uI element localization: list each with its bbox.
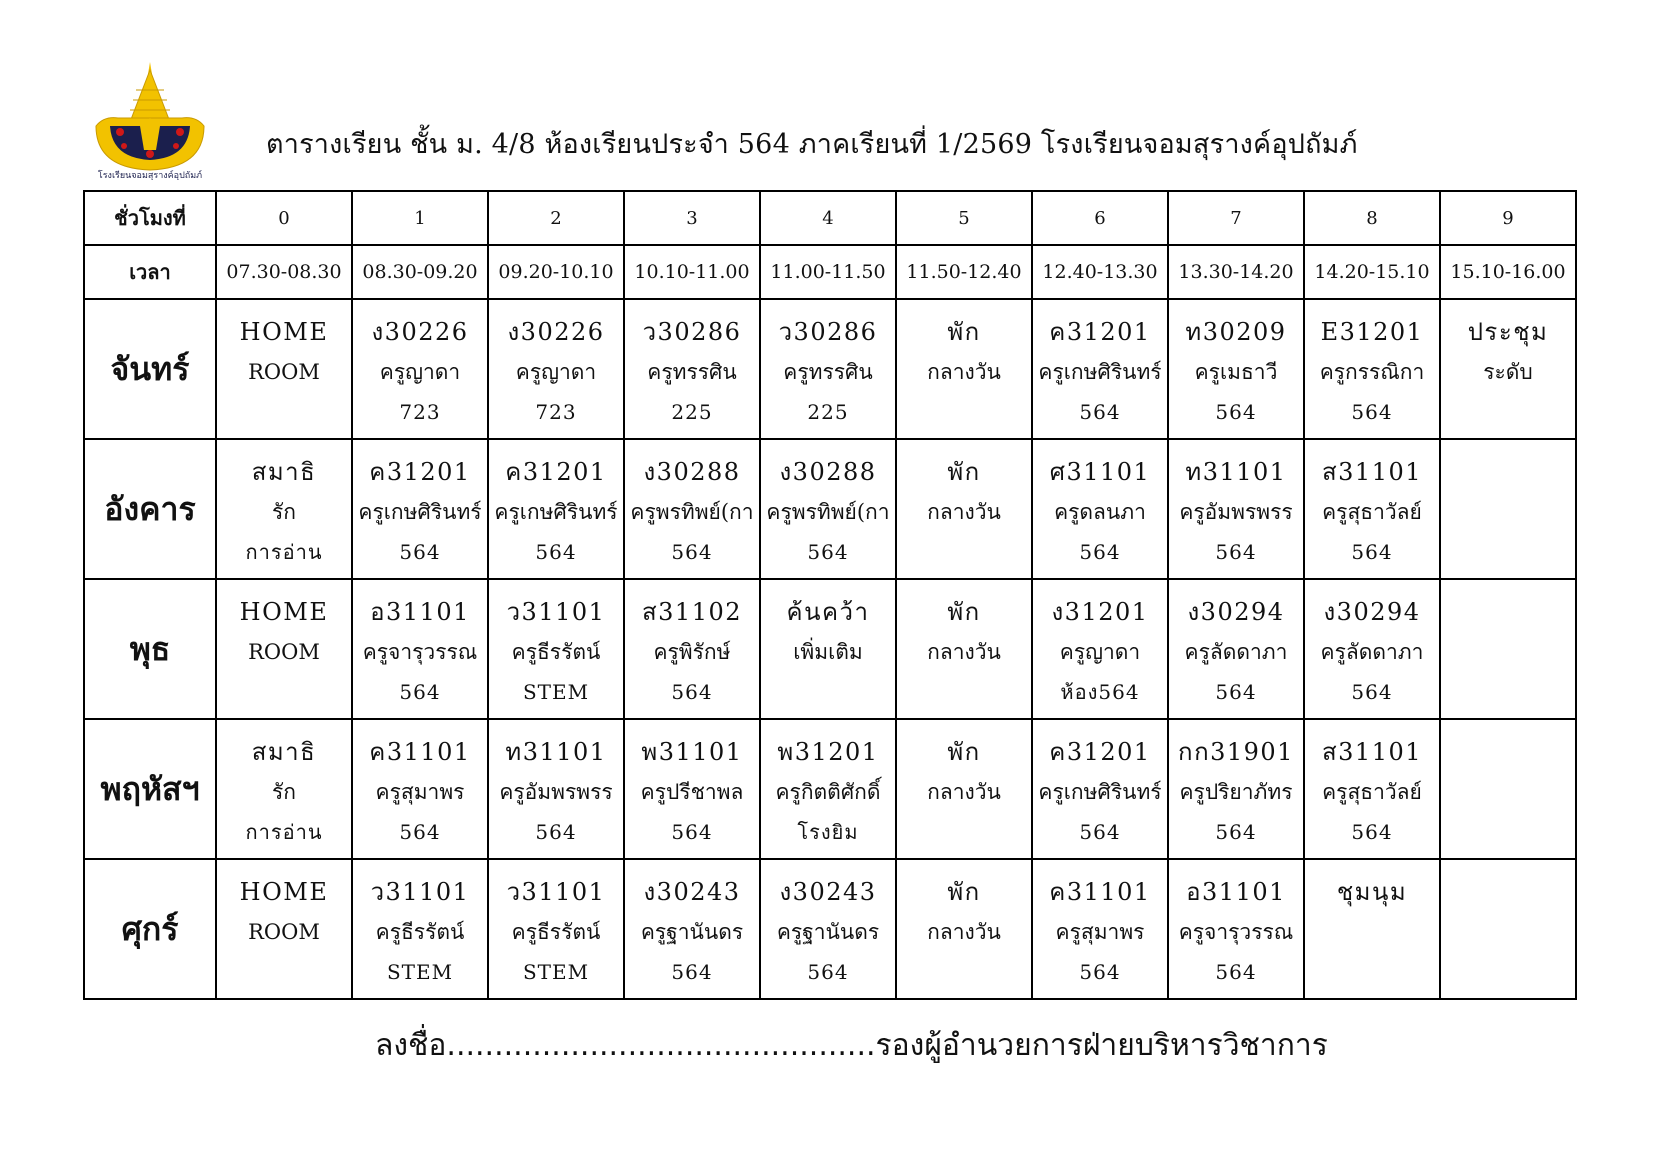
page-title: ตารางเรียน ชั้น ม. 4/8 ห้องเรียนประจำ 564 ภาคเรียนที่ 1/2569 โรงเรียนจอมสุรางค์อุปถัมภ์ (266, 129, 1358, 160)
schedule-cell (1304, 719, 1440, 859)
teacher-name: ครูธีรรัตน์ (511, 920, 601, 944)
schedule-cell (624, 299, 760, 439)
room: 564 (807, 540, 849, 564)
schedule-cell (896, 299, 1032, 439)
room: 225 (671, 400, 713, 424)
school-crest-logo (86, 60, 214, 180)
subject-code: กก31901 (1178, 738, 1294, 766)
subject-code: ค้นคว้า (786, 598, 870, 626)
schedule-cell (1440, 719, 1576, 859)
room: 564 (1351, 400, 1393, 424)
teacher-name: รัก (272, 780, 296, 804)
room: STEM (386, 960, 454, 984)
teacher-name: ครูเกษศิรินทร์ (358, 500, 482, 524)
schedule-cell (1032, 719, 1168, 859)
room: 564 (535, 820, 577, 844)
time-row (84, 245, 1576, 299)
teacher-name: กลางวัน (927, 640, 1001, 664)
room: 564 (1079, 540, 1121, 564)
day-row (84, 719, 1576, 859)
room: 564 (1351, 680, 1393, 704)
time-range: 11.00-11.50 (760, 245, 896, 299)
teacher-name: ROOM (248, 360, 320, 384)
teacher-name: ครูดลนภา (1054, 500, 1146, 524)
subject-code: ท30209 (1185, 318, 1287, 346)
subject-code: ศ31101 (1049, 458, 1151, 486)
subject-code: ว31101 (506, 598, 606, 626)
day-name: พฤหัสฯ (84, 719, 216, 859)
teacher-name: กลางวัน (927, 920, 1001, 944)
teacher-name: ครูอัมพรพรร (1179, 500, 1293, 524)
time-range: 15.10-16.00 (1440, 245, 1576, 299)
schedule-cell (896, 859, 1032, 999)
subject-code: พ31201 (777, 738, 879, 766)
teacher-name: ครูสุมาพร (1055, 920, 1145, 944)
schedule-cell (624, 439, 760, 579)
subject-code: พ31101 (641, 738, 743, 766)
teacher-name: ROOM (248, 920, 320, 944)
schedule-cell (1304, 439, 1440, 579)
schedule-cell (488, 719, 624, 859)
room: 564 (1215, 540, 1257, 564)
teacher-name: กลางวัน (927, 360, 1001, 384)
schedule-cell (1304, 859, 1440, 999)
time-range: 08.30-09.20 (352, 245, 488, 299)
time-range: 14.20-15.10 (1304, 245, 1440, 299)
teacher-name: ครูพรทิพย์(กา (766, 500, 890, 524)
schedule-cell (1304, 579, 1440, 719)
schedule-cell (352, 299, 488, 439)
subject-code: ส31101 (1322, 738, 1422, 766)
day-name: จันทร์ (84, 299, 216, 439)
teacher-name: ครูลัดดาภา (1320, 640, 1424, 664)
room: 723 (535, 400, 577, 424)
teacher-name: ครูสุธาวัลย์ (1322, 500, 1422, 524)
room: 564 (1079, 400, 1121, 424)
teacher-name: ครูพิรักษ์ (653, 640, 731, 664)
subject-code: พัก (947, 458, 981, 486)
subject-code: ง30226 (507, 318, 605, 346)
subject-code: อ31101 (1186, 878, 1286, 906)
teacher-name: ครูอัมพรพรร (499, 780, 613, 804)
teacher-name: ครูปริยาภัทร (1179, 780, 1293, 804)
period-number: 8 (1304, 191, 1440, 245)
subject-code: ประชุม (1467, 318, 1549, 346)
subject-code: อ31101 (370, 598, 470, 626)
period-number: 3 (624, 191, 760, 245)
schedule-cell (896, 439, 1032, 579)
subject-code: ท31101 (1185, 458, 1287, 486)
room: 564 (399, 680, 441, 704)
period-number: 5 (896, 191, 1032, 245)
teacher-name: ครูเกษศิรินทร์ (494, 500, 618, 524)
subject-code: ง30243 (779, 878, 877, 906)
schedule-cell (1304, 299, 1440, 439)
period-label: ชั่วโมงที่ (84, 191, 216, 245)
schedule-cell (216, 299, 352, 439)
day-row (84, 439, 1576, 579)
schedule-cell (624, 859, 760, 999)
schedule-cell (352, 719, 488, 859)
teacher-name: ครูสุมาพร (375, 780, 465, 804)
subject-code: สมาธิ (251, 458, 317, 486)
day-name: ศุกร์ (84, 859, 216, 999)
schedule-cell (624, 719, 760, 859)
day-name: พุธ (84, 579, 216, 719)
schedule-cell (352, 439, 488, 579)
schedule-cell (488, 299, 624, 439)
subject-code: HOME (239, 878, 329, 906)
subject-code: ชุมนุม (1336, 878, 1408, 906)
subject-code: ว31101 (506, 878, 606, 906)
subject-code: ค31101 (1049, 878, 1151, 906)
day-row (84, 859, 1576, 999)
time-range: 09.20-10.10 (488, 245, 624, 299)
schedule-cell (760, 299, 896, 439)
teacher-name: ครูปรีชาพล (640, 780, 744, 804)
room: 564 (1215, 820, 1257, 844)
subject-code: ค31101 (369, 738, 471, 766)
room: 564 (1215, 680, 1257, 704)
period-number: 9 (1440, 191, 1576, 245)
time-range: 11.50-12.40 (896, 245, 1032, 299)
subject-code: สมาธิ (251, 738, 317, 766)
room: STEM (522, 960, 590, 984)
teacher-name: ครูเกษศิรินทร์ (1038, 780, 1162, 804)
schedule-cell (1440, 299, 1576, 439)
schedule-cell (1032, 579, 1168, 719)
svg-text:โรงเรียนจอมสุรางค์อุปถัมภ์: โรงเรียนจอมสุรางค์อุปถัมภ์ (97, 171, 203, 180)
subject-code: ค31201 (505, 458, 607, 486)
subject-code: E31201 (1320, 318, 1424, 346)
time-label: เวลา (84, 245, 216, 299)
schedule-cell (352, 579, 488, 719)
period-number: 7 (1168, 191, 1304, 245)
time-range: 12.40-13.30 (1032, 245, 1168, 299)
schedule-cell (1168, 299, 1304, 439)
schedule-cell (760, 439, 896, 579)
teacher-name: ระดับ (1483, 360, 1533, 384)
room: 564 (1215, 960, 1257, 984)
day-name: อังคาร (84, 439, 216, 579)
subject-code: ว30286 (642, 318, 742, 346)
signature-line: ลงชื่อ.............................................รองผู้อำนวยการฝ่ายบริหารวิชาการ (375, 1028, 1328, 1063)
room: 564 (399, 540, 441, 564)
room: ห้อง564 (1060, 680, 1140, 704)
room: 564 (671, 820, 713, 844)
schedule-cell (1440, 579, 1576, 719)
schedule-cell (1168, 439, 1304, 579)
subject-code: พัก (947, 878, 981, 906)
subject-code: พัก (947, 598, 981, 626)
schedule-cell (1440, 439, 1576, 579)
room: 564 (1079, 820, 1121, 844)
subject-code: ว30286 (778, 318, 878, 346)
subject-code: ง31201 (1051, 598, 1149, 626)
period-number: 4 (760, 191, 896, 245)
room: 564 (399, 820, 441, 844)
teacher-name: ครูสุธาวัลย์ (1322, 780, 1422, 804)
teacher-name: ครูกิตติศักดิ์ (775, 780, 881, 804)
subject-code: ง30288 (643, 458, 741, 486)
teacher-name: ROOM (248, 640, 320, 664)
teacher-name: ครูจารุวรรณ (1178, 920, 1294, 944)
teacher-name: ครูลัดดาภา (1184, 640, 1288, 664)
teacher-name: รัก (272, 500, 296, 524)
room: 564 (1079, 960, 1121, 984)
teacher-name: ครูพรทิพย์(กา (630, 500, 754, 524)
teacher-name: ครูธีรรัตน์ (511, 640, 601, 664)
schedule-cell (760, 579, 896, 719)
subject-code: ค31201 (1049, 738, 1151, 766)
schedule-cell (216, 579, 352, 719)
teacher-name: ครูฐานันดร (776, 920, 880, 944)
schedule-cell (352, 859, 488, 999)
subject-code: HOME (239, 598, 329, 626)
schedule-cell (488, 859, 624, 999)
subject-code: HOME (239, 318, 329, 346)
subject-code: ง30294 (1187, 598, 1285, 626)
day-row (84, 299, 1576, 439)
period-number: 2 (488, 191, 624, 245)
teacher-name: ครูทรรศิน (783, 360, 873, 384)
room: 564 (1351, 540, 1393, 564)
subject-code: พัก (947, 738, 981, 766)
room: โรงยิม (797, 820, 859, 844)
room: การอ่าน (245, 820, 323, 844)
schedule-cell (1032, 439, 1168, 579)
schedule-cell (216, 859, 352, 999)
subject-code: ว31101 (370, 878, 470, 906)
schedule-cell (1168, 719, 1304, 859)
schedule-cell (216, 719, 352, 859)
period-row (84, 191, 1576, 245)
teacher-name: กลางวัน (927, 780, 1001, 804)
subject-code: ง30294 (1323, 598, 1421, 626)
subject-code: พัก (947, 318, 981, 346)
teacher-name: ครูกรรณิกา (1319, 360, 1425, 384)
teacher-name: ครูญาดา (379, 360, 461, 384)
schedule-cell (624, 579, 760, 719)
subject-code: ง30288 (779, 458, 877, 486)
subject-code: ส31102 (642, 598, 742, 626)
teacher-name: ครูฐานันดร (640, 920, 744, 944)
period-number: 6 (1032, 191, 1168, 245)
teacher-name: เพิ่มเติม (793, 640, 863, 664)
room: 564 (1215, 400, 1257, 424)
teacher-name: ครูเกษศิรินทร์ (1038, 360, 1162, 384)
schedule-cell (216, 439, 352, 579)
schedule-cell (1032, 859, 1168, 999)
schedule-cell (488, 439, 624, 579)
subject-code: ง30226 (371, 318, 469, 346)
schedule-cell (488, 579, 624, 719)
schedule-cell (1440, 859, 1576, 999)
room: 564 (671, 540, 713, 564)
teacher-name: ครูทรรศิน (647, 360, 737, 384)
room: 723 (399, 400, 441, 424)
schedule-cell (896, 579, 1032, 719)
room: การอ่าน (245, 540, 323, 564)
subject-code: ง30243 (643, 878, 741, 906)
subject-code: ส31101 (1322, 458, 1422, 486)
period-number: 1 (352, 191, 488, 245)
teacher-name: ครูญาดา (1059, 640, 1141, 664)
room: 564 (671, 960, 713, 984)
teacher-name: กลางวัน (927, 500, 1001, 524)
room: 564 (1351, 820, 1393, 844)
teacher-name: ครูเมธาวี (1194, 360, 1278, 384)
schedule-cell (1168, 859, 1304, 999)
teacher-name: ครูญาดา (515, 360, 597, 384)
subject-code: ค31201 (1049, 318, 1151, 346)
subject-code: ท31101 (505, 738, 607, 766)
day-row (84, 579, 1576, 719)
time-range: 07.30-08.30 (216, 245, 352, 299)
period-number: 0 (216, 191, 352, 245)
room: 225 (807, 400, 849, 424)
schedule-cell (760, 719, 896, 859)
room: 564 (671, 680, 713, 704)
schedule-cell (896, 719, 1032, 859)
schedule-cell (1168, 579, 1304, 719)
subject-code: ค31201 (369, 458, 471, 486)
schedule-table (83, 190, 1577, 1000)
schedule-cell (760, 859, 896, 999)
room: 564 (535, 540, 577, 564)
time-range: 10.10-11.00 (624, 245, 760, 299)
schedule-cell (1032, 299, 1168, 439)
room: 564 (807, 960, 849, 984)
teacher-name: ครูจารุวรรณ (362, 640, 478, 664)
room: STEM (522, 680, 590, 704)
teacher-name: ครูธีรรัตน์ (375, 920, 465, 944)
time-range: 13.30-14.20 (1168, 245, 1304, 299)
